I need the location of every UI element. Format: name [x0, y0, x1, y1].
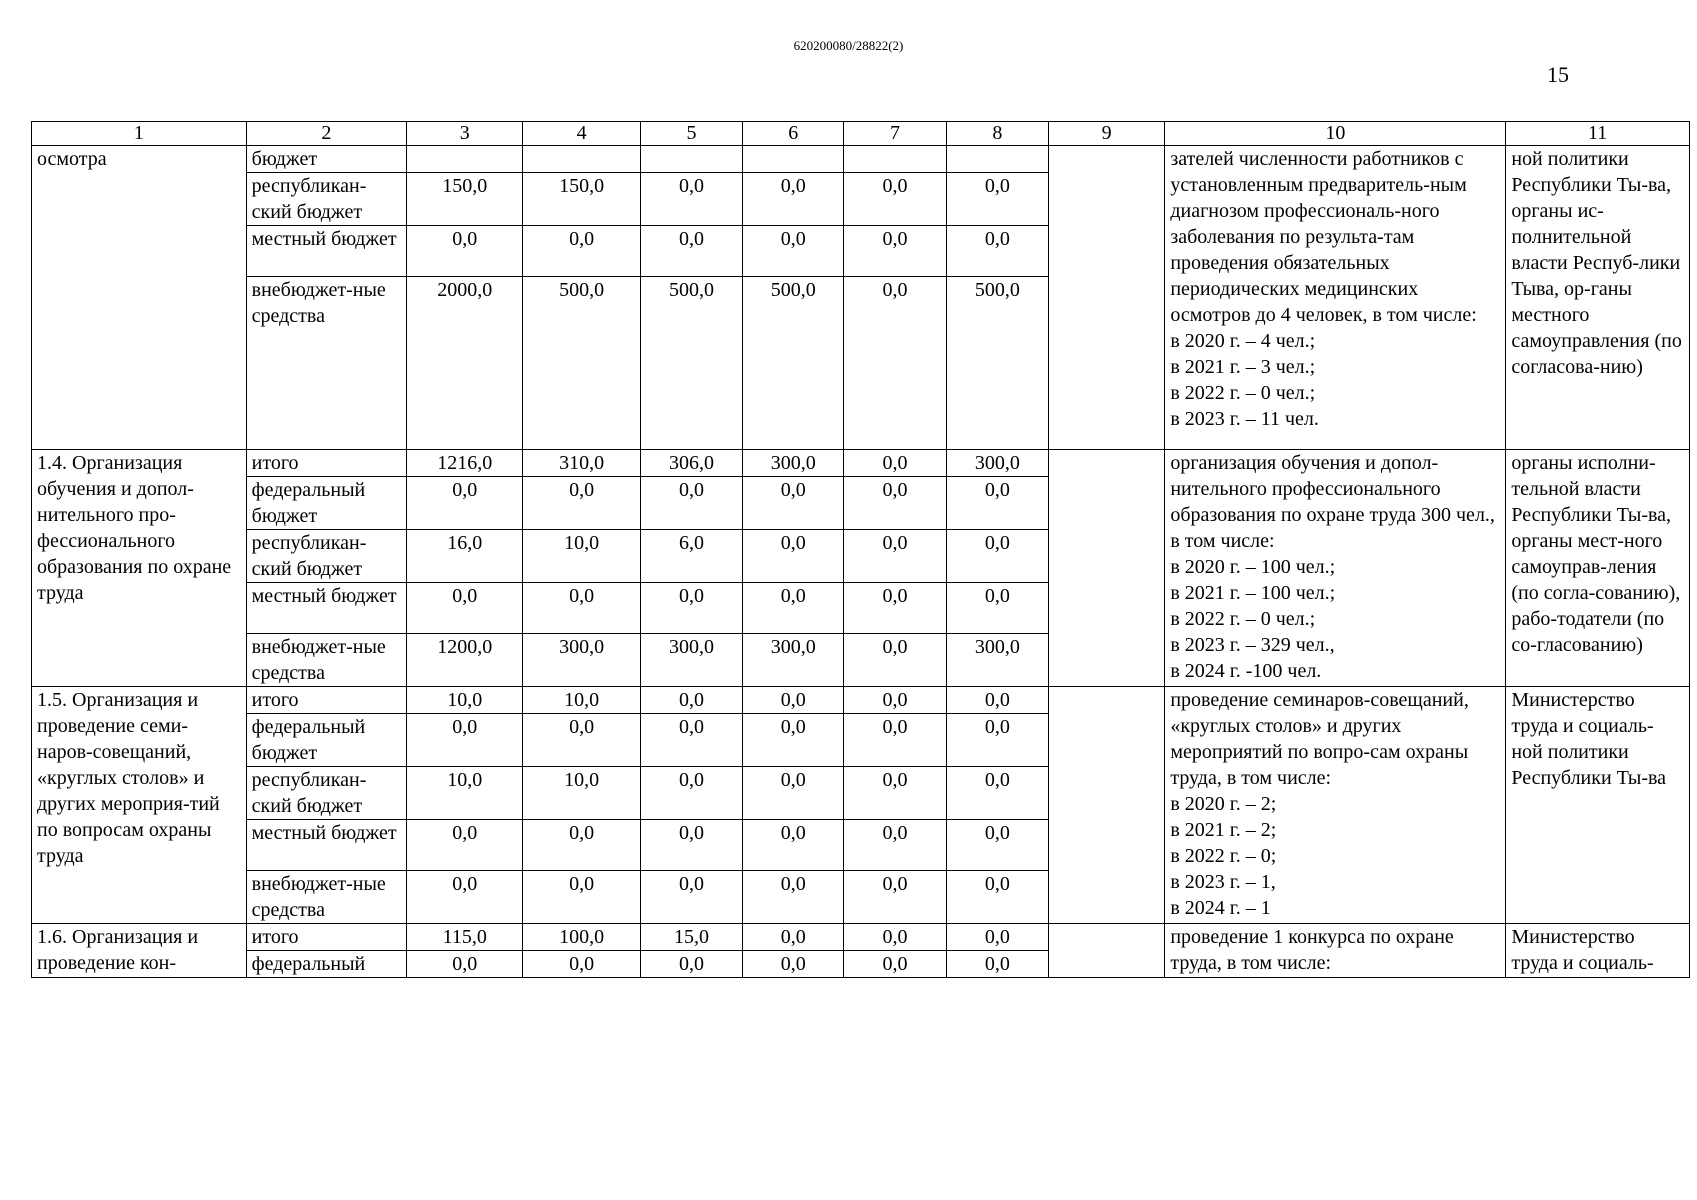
funding-source: итого	[246, 450, 406, 477]
column-number: 5	[640, 122, 742, 146]
activity-title: 1.5. Организация и проведение семи-наров-совещаний, «круглых столов» и других мероприя-тий по вопросам охраны труда	[32, 687, 247, 924]
funding-value: 300,0	[640, 634, 742, 687]
funding-value: 0,0	[743, 226, 844, 277]
column-number: 1	[32, 122, 247, 146]
funding-value: 0,0	[946, 226, 1048, 277]
funding-value: 300,0	[946, 634, 1048, 687]
funding-source: итого	[246, 687, 406, 714]
funding-value: 500,0	[523, 277, 640, 450]
table-row	[32, 924, 1690, 951]
funding-value: 150,0	[407, 173, 523, 226]
funding-value: 0,0	[743, 687, 844, 714]
funding-value: 0,0	[743, 767, 844, 820]
funding-value: 0,0	[523, 477, 640, 530]
funding-value: 0,0	[407, 714, 523, 767]
funding-value: 1216,0	[407, 450, 523, 477]
funding-value: 10,0	[523, 767, 640, 820]
funding-value: 500,0	[946, 277, 1048, 450]
funding-value	[640, 146, 742, 173]
funding-value: 0,0	[640, 820, 742, 871]
funding-value: 0,0	[844, 924, 946, 951]
funding-value: 6,0	[640, 530, 742, 583]
funding-value: 0,0	[640, 477, 742, 530]
column-number: 4	[523, 122, 640, 146]
responsible-party: ной политики Республики Ты-ва, органы ис-полнительной власти Респуб-лики Тыва, ор-ганы местного самоуправления (по согласова-нию)	[1506, 146, 1690, 450]
funding-value: 0,0	[946, 477, 1048, 530]
funding-source: республикан-ский бюджет	[246, 173, 406, 226]
page-number: 15	[1547, 62, 1569, 87]
funding-value: 500,0	[640, 277, 742, 450]
funding-value: 0,0	[946, 871, 1048, 924]
funding-value: 500,0	[743, 277, 844, 450]
funding-value: 115,0	[407, 924, 523, 951]
funding-value: 2000,0	[407, 277, 523, 450]
funding-value: 0,0	[844, 530, 946, 583]
funding-value: 100,0	[523, 924, 640, 951]
funding-value: 0,0	[743, 871, 844, 924]
column-numbers-row	[32, 122, 1690, 146]
empty-cell	[1048, 687, 1164, 924]
funding-value: 0,0	[946, 767, 1048, 820]
responsible-party: органы исполни-тельной власти Республики Ты-ва, органы мест-ного самоуправ-ления (по согла-сованию), рабо-тодатели (по со-гласованию)	[1506, 450, 1690, 687]
funding-source: республикан-ский бюджет	[246, 767, 406, 820]
column-number: 9	[1048, 122, 1164, 146]
document-id: 620200080/28822(2)	[793, 38, 904, 53]
funding-value: 0,0	[407, 820, 523, 871]
funding-value: 0,0	[523, 871, 640, 924]
funding-value: 0,0	[407, 477, 523, 530]
funding-value: 0,0	[946, 951, 1048, 978]
funding-value: 150,0	[523, 173, 640, 226]
funding-value	[844, 146, 946, 173]
funding-value: 0,0	[946, 924, 1048, 951]
funding-value: 0,0	[640, 173, 742, 226]
funding-value: 0,0	[743, 173, 844, 226]
funding-source: бюджет	[246, 146, 406, 173]
funding-value: 0,0	[844, 226, 946, 277]
funding-value	[946, 146, 1048, 173]
empty-cell	[1048, 450, 1164, 687]
funding-value: 0,0	[946, 173, 1048, 226]
funding-value: 0,0	[743, 714, 844, 767]
funding-value: 300,0	[523, 634, 640, 687]
funding-value	[407, 146, 523, 173]
table-row	[32, 687, 1690, 714]
funding-source: внебюджет-ные средства	[246, 634, 406, 687]
funding-value: 0,0	[523, 226, 640, 277]
funding-value: 0,0	[640, 687, 742, 714]
funding-value: 0,0	[407, 226, 523, 277]
table-row	[32, 146, 1690, 173]
funding-value: 300,0	[743, 450, 844, 477]
funding-value: 0,0	[844, 583, 946, 634]
funding-value: 0,0	[946, 714, 1048, 767]
funding-source: местный бюджет	[246, 226, 406, 277]
empty-cell	[1048, 924, 1164, 978]
funding-value: 0,0	[640, 951, 742, 978]
activity-title: осмотра	[32, 146, 247, 450]
column-number: 8	[946, 122, 1048, 146]
funding-value: 0,0	[640, 871, 742, 924]
funding-value: 0,0	[743, 477, 844, 530]
funding-value: 10,0	[407, 687, 523, 714]
funding-source: местный бюджет	[246, 583, 406, 634]
funding-value	[523, 146, 640, 173]
program-table	[31, 121, 1690, 978]
expected-result: проведение семинаров-совещаний, «круглых столов» и других мероприятий по вопро-сам охраны труда, в том числе: в 2020 г. – 2; в 2021 г. – 2; в 2022 г. – 0; в 2023 г. – 1, в 2024 г. – 1	[1165, 687, 1506, 924]
responsible-party: Министерство труда и социаль-ной политики Республики Ты-ва	[1506, 687, 1690, 924]
funding-value: 0,0	[743, 820, 844, 871]
funding-value: 0,0	[640, 583, 742, 634]
responsible-party: Министерство труда и социаль-	[1506, 924, 1690, 978]
funding-source: внебюджет-ные средства	[246, 871, 406, 924]
funding-value: 0,0	[844, 277, 946, 450]
column-number: 6	[743, 122, 844, 146]
column-number: 7	[844, 122, 946, 146]
funding-source: федеральный	[246, 951, 406, 978]
funding-value: 0,0	[844, 767, 946, 820]
funding-value: 10,0	[523, 687, 640, 714]
funding-value: 0,0	[407, 583, 523, 634]
funding-value: 0,0	[640, 714, 742, 767]
funding-value: 0,0	[946, 687, 1048, 714]
expected-result: организация обучения и допол-нительного профессионального образования по охране труда 300 чел., в том числе: в 2020 г. – 100 чел.; в 2021 г. – 100 чел.; в 2022 г. – 0 чел.; в 2023 г. – 329 чел., в 2024 г. -100 чел.	[1165, 450, 1506, 687]
funding-value: 0,0	[844, 450, 946, 477]
funding-value: 310,0	[523, 450, 640, 477]
funding-value: 0,0	[844, 634, 946, 687]
funding-value: 15,0	[640, 924, 742, 951]
column-number: 2	[246, 122, 406, 146]
funding-value: 0,0	[743, 924, 844, 951]
funding-value: 0,0	[523, 951, 640, 978]
funding-source: федеральный бюджет	[246, 714, 406, 767]
funding-value: 0,0	[743, 583, 844, 634]
table-row	[32, 450, 1690, 477]
funding-value: 0,0	[407, 951, 523, 978]
funding-value: 0,0	[844, 820, 946, 871]
activity-title: 1.4. Организация обучения и допол-нительного про-фессионального образования по охране труда	[32, 450, 247, 687]
funding-source: республикан-ский бюджет	[246, 530, 406, 583]
funding-value: 0,0	[844, 951, 946, 978]
funding-value: 0,0	[640, 226, 742, 277]
funding-value: 0,0	[946, 820, 1048, 871]
funding-source: местный бюджет	[246, 820, 406, 871]
empty-cell	[1048, 146, 1164, 450]
funding-value: 0,0	[844, 871, 946, 924]
column-number: 10	[1165, 122, 1506, 146]
funding-value: 300,0	[946, 450, 1048, 477]
funding-source: итого	[246, 924, 406, 951]
funding-value: 0,0	[844, 714, 946, 767]
funding-value: 300,0	[743, 634, 844, 687]
funding-value: 16,0	[407, 530, 523, 583]
funding-value: 0,0	[743, 951, 844, 978]
funding-source: внебюджет-ные средства	[246, 277, 406, 450]
funding-value: 0,0	[407, 871, 523, 924]
funding-value: 10,0	[523, 530, 640, 583]
funding-value: 0,0	[946, 530, 1048, 583]
activity-title: 1.6. Организация и проведение кон-	[32, 924, 247, 978]
funding-value: 0,0	[523, 583, 640, 634]
funding-value: 0,0	[640, 767, 742, 820]
funding-value: 0,0	[743, 530, 844, 583]
funding-value: 0,0	[844, 477, 946, 530]
funding-value	[743, 146, 844, 173]
funding-value: 0,0	[523, 820, 640, 871]
column-number: 3	[407, 122, 523, 146]
funding-value: 10,0	[407, 767, 523, 820]
column-number: 11	[1506, 122, 1690, 146]
funding-source: федеральный бюджет	[246, 477, 406, 530]
funding-value: 0,0	[523, 714, 640, 767]
funding-value: 0,0	[946, 583, 1048, 634]
funding-value: 0,0	[844, 687, 946, 714]
funding-value: 306,0	[640, 450, 742, 477]
funding-value: 0,0	[844, 173, 946, 226]
funding-value: 1200,0	[407, 634, 523, 687]
expected-result: проведение 1 конкурса по охране труда, в том числе:	[1165, 924, 1506, 978]
expected-result: зателей численности работников с установленным предваритель-ным диагнозом профессиональ-ного заболевания по результа-там проведения обязательных периодических медицинских осмотров до 4 человек, в том числе: в 2020 г. – 4 чел.; в 2021 г. – 3 чел.; в 2022 г. – 0 чел.; в 2023 г. – 11 чел.	[1165, 146, 1506, 450]
